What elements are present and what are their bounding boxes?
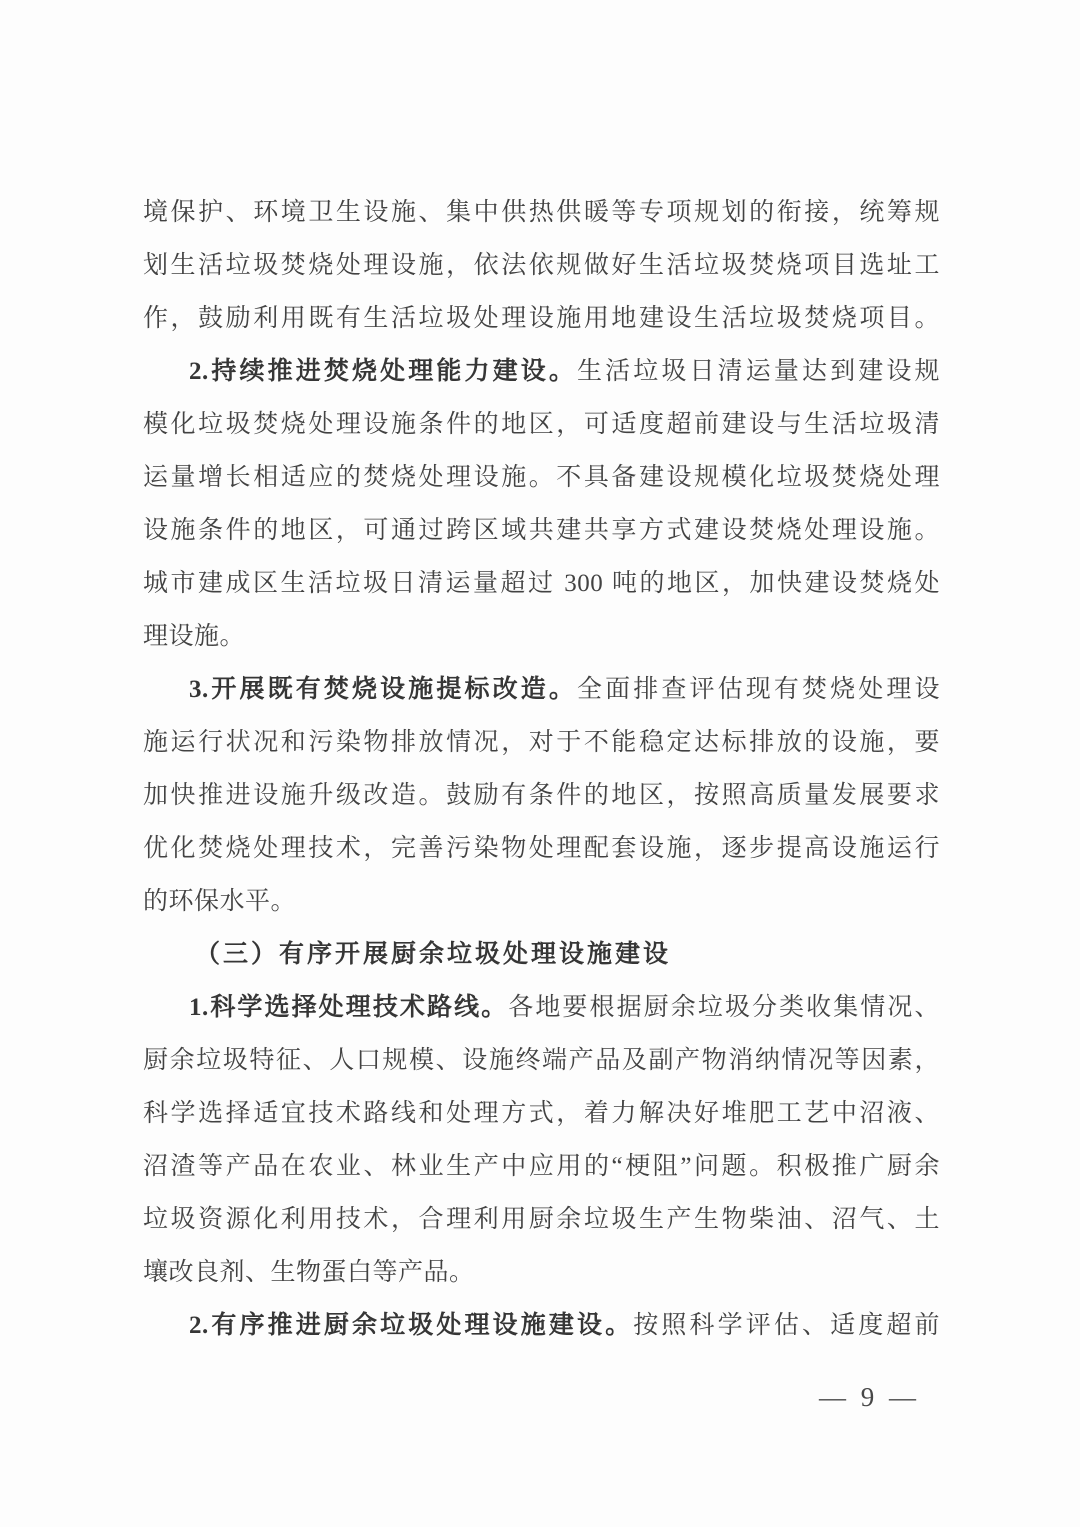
text-line <box>143 239 940 292</box>
body-text: 沼渣等产品在农业、林业生产中应用的“梗阻”问题。积极推广厨余 <box>143 1153 940 1180</box>
body-text: 作，鼓励利用既有生活垃圾处理设施用地建设生活垃圾焚烧项目。 <box>143 305 940 332</box>
text-line <box>143 292 940 345</box>
body-text: 优化焚烧处理技术，完善污染物处理配套设施，逐步提高设施运行 <box>143 835 940 862</box>
body-text: 按照科学评估、适度超前 <box>633 1312 940 1339</box>
text-line <box>143 451 940 504</box>
body-text: 垃圾资源化利用技术，合理利用厨余垃圾生产生物柴油、沼气、土 <box>143 1206 940 1233</box>
bold-lead-text: 2.有序推进厨余垃圾处理设施建设。 <box>189 1312 634 1339</box>
body-text: 理设施。 <box>143 623 246 650</box>
body-text: 的环保水平。 <box>143 888 297 915</box>
page-number: — 9 — <box>819 1382 920 1412</box>
text-line <box>143 769 940 822</box>
body-text: 厨余垃圾特征、人口规模、设施终端产品及副产物消纳情况等因素， <box>143 1047 940 1074</box>
text-line <box>143 504 940 557</box>
body-text: 加快推进设施升级改造。鼓励有条件的地区，按照高质量发展要求 <box>143 782 940 809</box>
body-text: 城市建成区生活垃圾日清运量超过 300 吨的地区，加快建设焚烧处 <box>143 570 940 597</box>
body-text: 全面排查评估现有焚烧处理设 <box>576 676 940 703</box>
text-line <box>143 1034 940 1087</box>
bold-lead-text: 2.持续推进焚烧处理能力建设。 <box>189 358 577 385</box>
body-text: 各地要根据厨余垃圾分类收集情况、 <box>508 994 940 1021</box>
text-line <box>143 557 940 610</box>
bold-lead-text: 3.开展既有焚烧设施提标改造。 <box>189 676 577 703</box>
bold-lead-text: 1.科学选择处理技术路线。 <box>189 994 509 1021</box>
text-line <box>143 822 940 875</box>
text-line <box>143 610 940 663</box>
text-line <box>143 345 940 398</box>
text-line <box>143 1087 940 1140</box>
text-line <box>143 981 940 1034</box>
body-text: 科学选择适宜技术路线和处理方式，着力解决好堆肥工艺中沼液、 <box>143 1100 940 1127</box>
text-line <box>143 875 940 928</box>
text-line <box>143 663 940 716</box>
body-text: 模化垃圾焚烧处理设施条件的地区，可适度超前建设与生活垃圾清 <box>143 411 940 438</box>
body-text: 设施条件的地区，可通过跨区域共建共享方式建设焚烧处理设施。 <box>143 517 940 544</box>
body-text: 划生活垃圾焚烧处理设施，依法依规做好生活垃圾焚烧项目选址工 <box>143 252 940 279</box>
body-text: 施运行状况和污染物排放情况，对于不能稳定达标排放的设施，要 <box>143 729 940 756</box>
body-text: 境保护、环境卫生设施、集中供热供暖等专项规划的衔接，统筹规 <box>143 199 940 226</box>
section-heading <box>143 928 940 981</box>
body-text: 生活垃圾日清运量达到建设规 <box>576 358 940 385</box>
body-text: 运量增长相适应的焚烧处理设施。不具备建设规模化垃圾焚烧处理 <box>143 464 940 491</box>
text-line <box>143 398 940 451</box>
text-line <box>143 716 940 769</box>
bold-lead-text: （三）有序开展厨余垃圾处理设施建设 <box>195 941 672 968</box>
body-text: 壤改良剂、生物蛋白等产品。 <box>143 1259 475 1286</box>
document-body <box>143 186 940 1352</box>
text-line <box>143 186 940 239</box>
text-line <box>143 1193 940 1246</box>
text-line <box>143 1140 940 1193</box>
text-line <box>143 1299 940 1352</box>
text-line <box>143 1246 940 1299</box>
